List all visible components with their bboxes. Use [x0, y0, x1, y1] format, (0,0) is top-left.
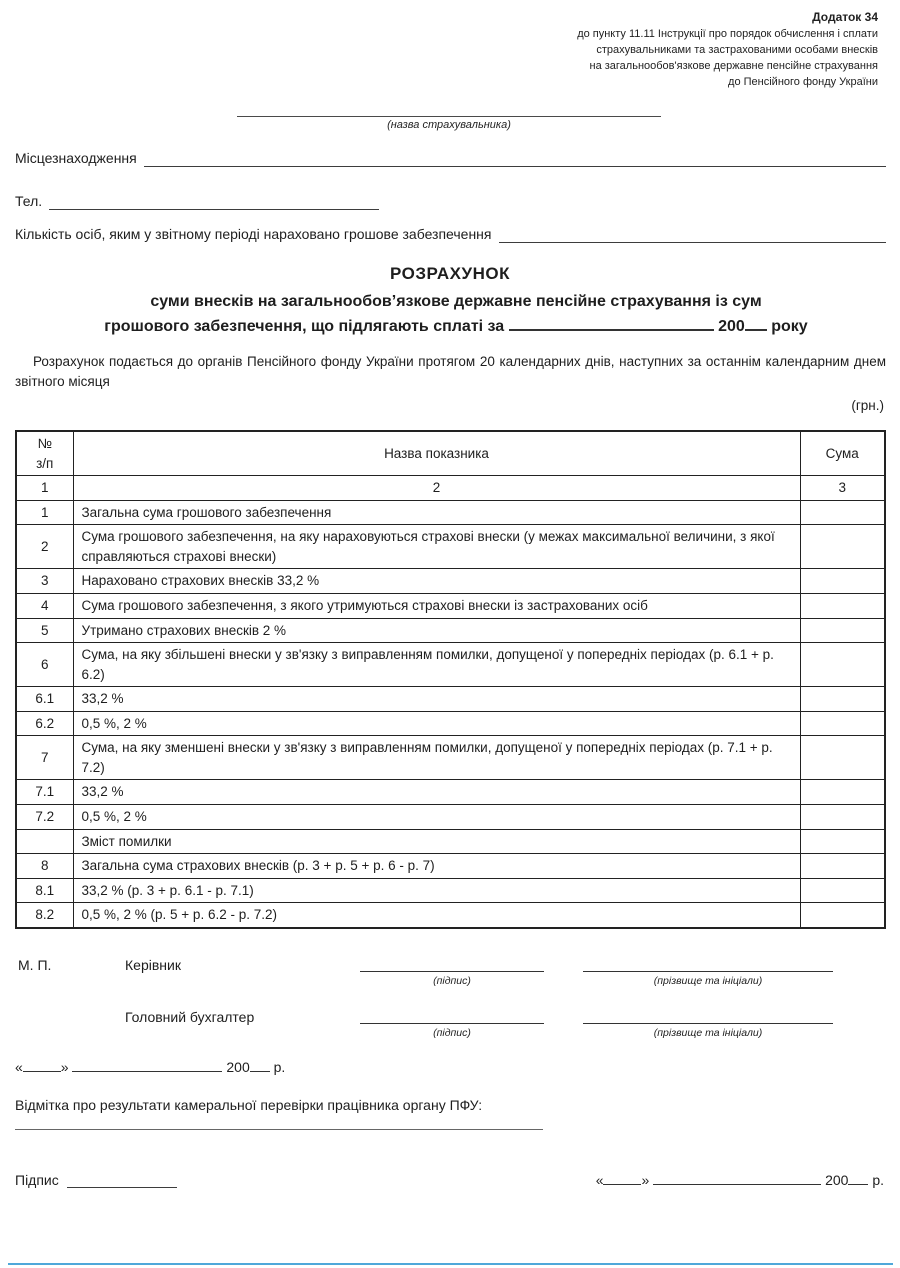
- row-name: Зміст помилки: [73, 829, 800, 854]
- accountant-name-block: [583, 1009, 833, 1039]
- director-signature-row: [18, 957, 833, 987]
- row-sum-cell[interactable]: [800, 643, 885, 687]
- phone-row: [15, 193, 379, 210]
- year-word: року: [771, 318, 808, 336]
- row-sum-cell[interactable]: [800, 903, 885, 928]
- row-num: 1: [16, 500, 73, 525]
- row-num: 4: [16, 593, 73, 618]
- row-sum-cell[interactable]: [800, 736, 885, 780]
- inspector-signature-row: [15, 1172, 177, 1188]
- row-sum-cell[interactable]: [800, 569, 885, 594]
- form-date-line: « » 200 р.: [15, 1059, 286, 1075]
- row-name: 0,5 %, 2 %: [73, 711, 800, 736]
- persons-count-label: Кількість осіб, яким у звітному періоді нараховано грошове забезпечення: [15, 226, 492, 242]
- row-sum-cell[interactable]: [800, 525, 885, 569]
- row-name: Загальна сума страхових внесків (р. 3 + р. 5 + р. 6 - р. 7): [73, 854, 800, 879]
- row-name: 0,5 %, 2 %: [73, 805, 800, 830]
- row-sum-cell[interactable]: [800, 805, 885, 830]
- persons-count-row: [15, 226, 886, 243]
- row-name: Сума грошового забезпечення, на яку нараховуються страхові внески (у межах максимальної величини, з якої справляються страхові внески): [73, 525, 800, 569]
- location-field[interactable]: [144, 150, 886, 167]
- table-row: [16, 878, 885, 903]
- row-num: 6.2: [16, 711, 73, 736]
- table-row: [16, 854, 885, 879]
- director-signature-field[interactable]: [360, 957, 544, 972]
- col-header-num: № з/п: [16, 431, 73, 476]
- table-row: [16, 525, 885, 569]
- phone-label: Тел.: [15, 193, 43, 209]
- row-name: 33,2 %: [73, 687, 800, 712]
- row-num: 8: [16, 854, 73, 879]
- row-num: 5: [16, 618, 73, 643]
- insurer-name-block: [237, 95, 661, 131]
- appendix-line: до пункту 11.11 Інструкції про порядок обчислення і сплати: [577, 28, 878, 41]
- verification-result-field[interactable]: [15, 1112, 543, 1130]
- director-name-block: [583, 957, 833, 987]
- row-num: 7.1: [16, 780, 73, 805]
- appendix-line: страхувальниками та застрахованими особами внесків: [596, 44, 878, 57]
- verification-note: Відмітка про результати камеральної перевірки працівника органу ПФУ:: [15, 1097, 483, 1113]
- accountant-name-field[interactable]: [583, 1009, 833, 1024]
- phone-field[interactable]: [49, 193, 379, 210]
- currency-unit: (грн.): [851, 398, 884, 413]
- row-num: 3: [16, 569, 73, 594]
- row-num: 2: [16, 525, 73, 569]
- subtitle-line2-prefix: грошового забезпечення, що підлягають сплаті за: [104, 318, 505, 336]
- director-role-label: Керівник: [125, 957, 181, 973]
- table-row: [16, 618, 885, 643]
- row-sum-cell[interactable]: [800, 878, 885, 903]
- day-field[interactable]: [603, 1173, 641, 1185]
- name-caption: (прізвище та ініціали): [653, 1027, 763, 1039]
- row-name: Сума, на яку збільшені внески у зв'язку з виправленням помилки, допущеної у попередніх періодах (р. 6.1 + р. 6.2): [73, 643, 800, 687]
- row-num: 7: [16, 736, 73, 780]
- row-sum-cell[interactable]: [800, 854, 885, 879]
- row-name: 33,2 %: [73, 780, 800, 805]
- accountant-role-label: Головний бухгалтер: [125, 1009, 255, 1025]
- day-field[interactable]: [23, 1060, 61, 1072]
- name-caption: (прізвище та ініціали): [653, 975, 763, 987]
- accountant-signature-field[interactable]: [360, 1009, 544, 1024]
- month-field[interactable]: [72, 1060, 222, 1072]
- inspector-signature-label: Підпис: [15, 1172, 59, 1188]
- table-row: [16, 569, 885, 594]
- year-field[interactable]: [745, 318, 767, 332]
- persons-count-field[interactable]: [499, 226, 887, 243]
- signature-caption: (підпис): [433, 975, 471, 987]
- location-label: Місцезнаходження: [15, 150, 137, 166]
- col-header-sum: Сума: [800, 431, 885, 476]
- row-sum-cell[interactable]: [800, 618, 885, 643]
- table-header-row: [16, 431, 885, 476]
- appendix-line: до Пенсійного фонду України: [728, 76, 878, 89]
- row-name: 0,5 %, 2 % (р. 5 + р. 6.2 - р. 7.2): [73, 903, 800, 928]
- submission-note: Розрахунок подається до органів Пенсійного фонду України протягом 20 календарних днів, наступних за останнім календарним днем звітного місяця: [15, 354, 886, 390]
- column-number-row: 1 2 3: [16, 476, 885, 501]
- appendix-header: [533, 9, 878, 91]
- row-name: Загальна сума грошового забезпечення: [73, 500, 800, 525]
- table-row: [16, 805, 885, 830]
- row-name: 33,2 % (р. 3 + р. 6.1 - р. 7.1): [73, 878, 800, 903]
- row-num: [16, 829, 73, 854]
- table-row: [16, 500, 885, 525]
- row-sum-cell[interactable]: [800, 593, 885, 618]
- appendix-number: Додаток 34: [812, 10, 878, 24]
- table-row: [16, 711, 885, 736]
- row-num: 7.2: [16, 805, 73, 830]
- seal-label: М. П.: [18, 957, 52, 973]
- col-header-name: Назва показника: [73, 431, 800, 476]
- row-sum-cell[interactable]: [800, 687, 885, 712]
- location-row: [15, 150, 886, 167]
- row-name: Утримано страхових внесків 2 %: [73, 618, 800, 643]
- appendix-line: на загальнообов'язкове державне пенсійне страхування: [589, 60, 878, 73]
- row-sum-cell[interactable]: [800, 711, 885, 736]
- director-name-field[interactable]: [583, 957, 833, 972]
- table-row: [16, 736, 885, 780]
- table-row: [16, 829, 885, 854]
- row-num: 8.2: [16, 903, 73, 928]
- verification-date-line: « » 200 р.: [595, 1172, 884, 1188]
- signature-caption: (підпис): [433, 1027, 471, 1039]
- period-field[interactable]: [509, 318, 714, 332]
- table-row: [16, 643, 885, 687]
- page-bottom-rule: [8, 1263, 893, 1265]
- row-num: 8.1: [16, 878, 73, 903]
- table-row: [16, 903, 885, 928]
- table-row: [16, 780, 885, 805]
- row-sum-cell[interactable]: [800, 829, 885, 854]
- row-name: Нараховано страхових внесків 33,2 %: [73, 569, 800, 594]
- table-row: [16, 593, 885, 618]
- form-title: РОЗРАХУНОК: [390, 264, 510, 283]
- director-signature-block: [360, 957, 544, 987]
- year-field[interactable]: [848, 1173, 868, 1185]
- inspector-signature-field[interactable]: [67, 1174, 177, 1188]
- table-row: [16, 687, 885, 712]
- accountant-signature-block: [360, 1009, 544, 1039]
- year-field[interactable]: [250, 1060, 270, 1072]
- form-subtitle: [28, 289, 884, 340]
- insurer-name-caption: (назва страхувальника): [387, 119, 511, 131]
- row-sum-cell[interactable]: [800, 780, 885, 805]
- insurer-name-field[interactable]: [237, 95, 661, 117]
- row-sum-cell[interactable]: [800, 500, 885, 525]
- accountant-signature-row: [18, 1009, 833, 1039]
- calculation-table: [15, 430, 886, 929]
- row-num: 6: [16, 643, 73, 687]
- row-num: 6.1: [16, 687, 73, 712]
- year-prefix: 200: [718, 318, 745, 336]
- row-name: Сума грошового забезпечення, з якого утримуються страхові внески із застрахованих осіб: [73, 593, 800, 618]
- subtitle-line1: суми внесків на загальнообов’язкове державне пенсійне страхування із сум: [150, 293, 762, 310]
- month-field[interactable]: [653, 1173, 821, 1185]
- row-name: Сума, на яку зменшені внески у зв'язку з виправленням помилки, допущеної у попередніх періодах (р. 7.1 + р. 7.2): [73, 736, 800, 780]
